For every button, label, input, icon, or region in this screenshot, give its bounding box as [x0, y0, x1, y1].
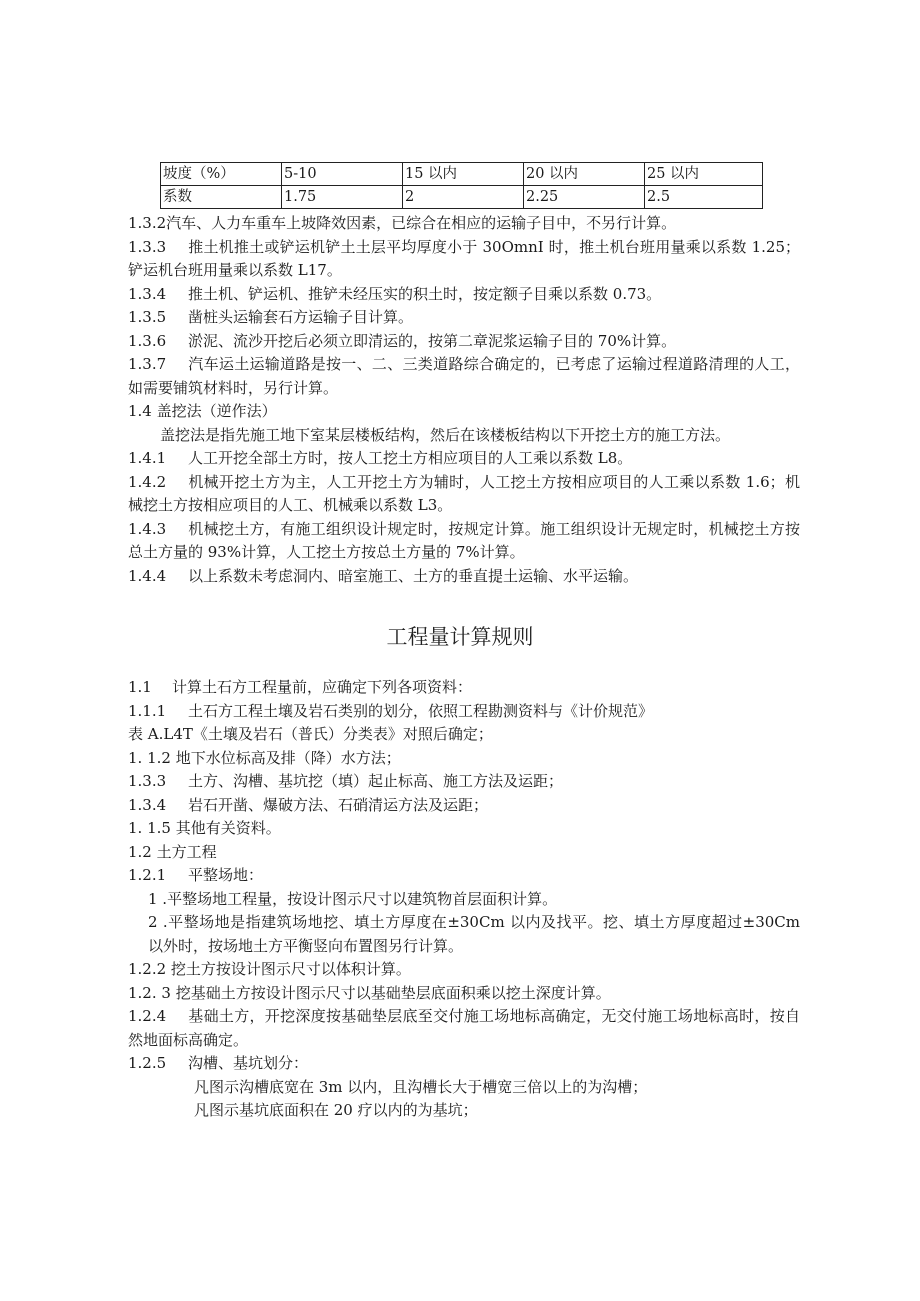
clause-number: 1.4.1	[128, 449, 167, 467]
paragraph	[128, 471, 800, 518]
clause-text: 推土机推土或铲运机铲土土层平均厚度小于 30OmnI 时，推土机台班用量乘以系数 1.25；铲运机台班用量乘以系数 L17。	[128, 237, 800, 279]
table-cell: 2	[403, 186, 524, 209]
clause-number: 1.4.4	[128, 566, 167, 585]
clause-text: 机械开挖土方为主，人工开挖土方为辅时，人工挖土方按相应项目的人工乘以系数 1.6；机械挖土方按相应项目的人工、机械乘以系数 L3。	[128, 472, 800, 514]
paragraph	[128, 212, 800, 236]
clause-text: 计算土石方工程量前，应确定下列各项资料：	[172, 678, 473, 696]
paragraph	[128, 424, 800, 448]
clause-text: 凡图示沟槽底宽在 3m 以内，且沟槽长大于槽宽三倍以上的为沟槽；	[194, 1077, 648, 1096]
clause-number: 1.2.4	[128, 1007, 167, 1025]
clause-text: 1.2.2 挖土方按设计图示尺寸以体积计算。	[128, 960, 411, 978]
paragraph	[128, 236, 800, 283]
clause-number: 1.3.5	[128, 308, 167, 326]
clause-text: 土石方工程土壤及岩石类别的划分，依照工程勘测资料与《计价规范》	[188, 701, 654, 720]
paragraph	[128, 283, 800, 307]
paragraph	[128, 747, 800, 771]
clause-number: 1.2.1	[128, 866, 167, 884]
paragraph	[128, 676, 800, 700]
clause-text: 人工开挖全部土方时，按人工挖土方相应项目的人工乘以系数 L8。	[188, 449, 633, 467]
table-cell: 15 以内	[403, 163, 524, 186]
paragraph	[128, 1052, 800, 1076]
clause-number: 1.3.2	[128, 214, 167, 232]
section-title: 工程量计算规则	[386, 625, 534, 649]
clause-text: 基础土方，开挖深度按基础垫层底至交付施工场地标高确定，无交付施工场地标高时，按自然地面标高确定。	[128, 1007, 800, 1049]
paragraph	[128, 888, 800, 912]
clause-text: 淤泥、流沙开挖后必须立即清运的，按第二章泥浆运输子目的 70%计算。	[188, 331, 677, 350]
paragraph	[128, 447, 800, 471]
table-cell: 5-10	[282, 163, 403, 186]
paragraph	[128, 1099, 800, 1123]
table-cell: 2.25	[524, 186, 645, 209]
clause-text: 土方、沟槽、基坑挖（填）起止标高、施工方法及运距；	[188, 772, 564, 790]
clause-text: 盖挖法是指先施工地下室某层楼板结构，然后在该楼板结构以下开挖土方的施工方法。	[160, 425, 731, 444]
clause-text: 汽车、人力车重车上坡降效因素，已综合在相应的运输子目中，不另行计算。	[166, 214, 677, 232]
paragraph	[128, 565, 800, 589]
clause-number: 1.3.4	[128, 284, 167, 303]
clause-text: 机械挖土方，有施工组织设计规定时，按规定计算。施工组织设计无规定时，机械挖土方按总土方量的 93%计算，人工挖土方按总土方量的 7%计算。	[128, 519, 800, 561]
table-cell: 2.5	[645, 186, 763, 209]
section-coefficients	[128, 212, 800, 588]
clause-text: 岩石开凿、爆破方法、石硝清运方法及运距；	[188, 795, 489, 814]
clause-number: 1.1	[128, 678, 152, 696]
clause-text: 表 A.L4T《土壤及岩石（普氏）分类表》对照后确定；	[128, 725, 493, 743]
clause-number: 1.3.6	[128, 331, 167, 350]
table-cell: 1.75	[282, 186, 403, 209]
table-row	[161, 186, 763, 209]
clause-number: 1.1.1	[128, 701, 167, 720]
clause-text: 推土机、铲运机、推铲未经压实的积土时，按定额子目乘以系数 0.73。	[188, 284, 662, 303]
clause-text: 盖挖法（逆作法）	[156, 402, 277, 420]
paragraph	[128, 723, 800, 747]
clause-number: 1.4	[128, 402, 152, 420]
paragraph	[128, 330, 800, 354]
paragraph	[128, 817, 800, 841]
clause-text: 沟槽、基坑划分：	[188, 1054, 309, 1072]
paragraph	[128, 982, 800, 1006]
paragraph	[128, 700, 800, 724]
table-cell: 25 以内	[645, 163, 763, 186]
clause-number: 1.3.7	[128, 355, 167, 373]
clause-number: 1.2.5	[128, 1054, 167, 1072]
paragraph	[128, 794, 800, 818]
paragraph	[128, 518, 800, 565]
paragraph	[128, 911, 800, 958]
clause-text: 凿桩头运输套石方运输子目计算。	[188, 308, 414, 326]
slope-coefficient-table	[160, 162, 763, 209]
clause-number: 1.4.2	[128, 472, 167, 491]
section-heading	[128, 400, 800, 424]
clause-text: 1. 1.2 地下水位标高及排（降）水方法；	[128, 748, 401, 767]
clause-number: 1.3.3	[128, 237, 167, 256]
table-cell: 20 以内	[524, 163, 645, 186]
paragraph	[128, 958, 800, 982]
clause-text: 凡图示基坑底面积在 20 疗以内的为基坑；	[194, 1101, 478, 1119]
paragraph	[128, 864, 800, 888]
table-cell: 坡度（%）	[161, 163, 282, 186]
paragraph	[128, 1005, 800, 1052]
paragraph	[128, 306, 800, 330]
clause-text: 1.2. 3 挖基础土方按设计图示尺寸以基础垫层底面积乘以挖土深度计算。	[128, 983, 611, 1002]
clause-text: 1. 1.5 其他有关资料。	[128, 819, 281, 837]
clause-number: 1.3.4	[128, 795, 167, 814]
section-calculation-rules	[128, 676, 800, 1123]
section-heading	[128, 841, 800, 865]
paragraph	[128, 353, 800, 400]
clause-text: 汽车运土运输道路是按一、二、三类道路综合确定的，已考虑了运输过程道路清理的人工，如需要铺筑材料时，另行计算。	[128, 355, 800, 397]
clause-number: 1.4.3	[128, 519, 167, 538]
clause-text: 2 .平整场地是指建筑场地挖、填土方厚度在±30Cm 以内及找平。挖、填土方厚度超过±30Cm 以外时，按场地土方平衡竖向布置图另行计算。	[148, 913, 800, 955]
table-cell: 系数	[161, 186, 282, 209]
clause-text: 1.2 土方工程	[128, 842, 217, 861]
clause-text: 1 .平整场地工程量，按设计图示尺寸以建筑物首层面积计算。	[148, 889, 558, 908]
clause-number: 1.3.3	[128, 772, 167, 790]
clause-text: 以上系数未考虑洞内、暗室施工、土方的垂直提土运输、水平运输。	[188, 566, 639, 585]
paragraph	[128, 770, 800, 794]
table-row	[161, 163, 763, 186]
paragraph	[128, 1076, 800, 1100]
clause-text: 平整场地：	[188, 866, 264, 884]
